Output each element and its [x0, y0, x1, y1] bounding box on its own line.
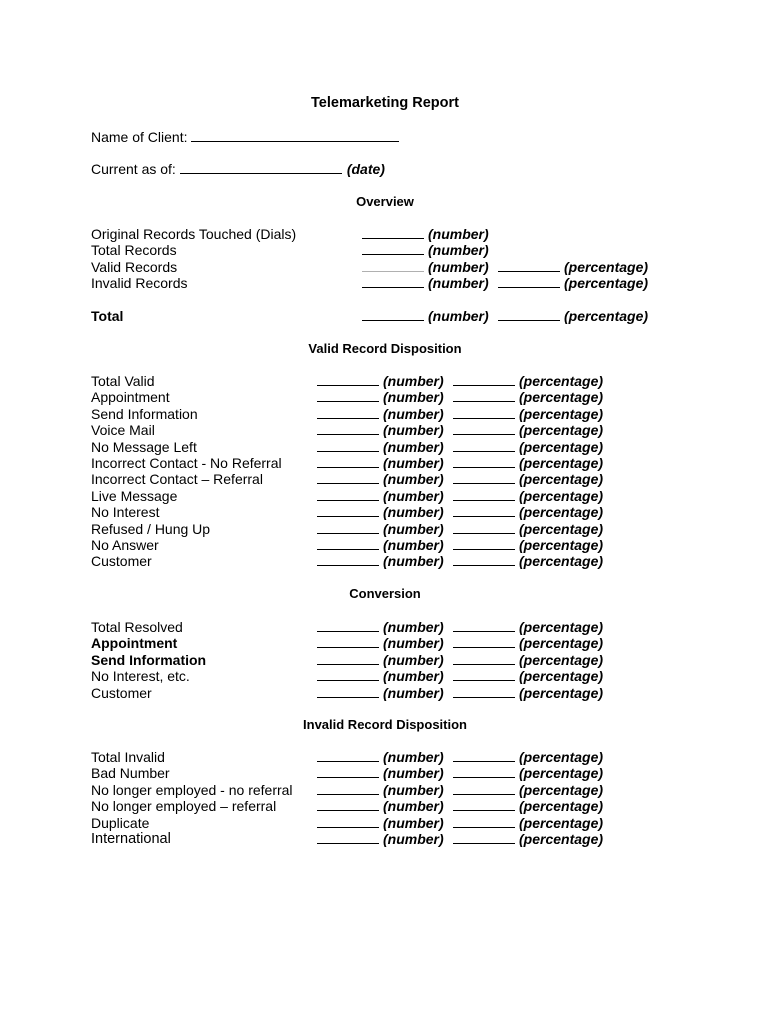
number-unit: (number)	[383, 781, 444, 798]
number-blank[interactable]	[317, 422, 379, 435]
percentage-blank[interactable]	[453, 389, 515, 402]
row-label: Appointment	[91, 635, 178, 652]
number-blank[interactable]	[317, 831, 379, 844]
number-blank[interactable]	[317, 471, 379, 484]
number-unit: (number)	[383, 830, 444, 847]
row-label: Total Resolved	[91, 619, 183, 635]
row-label: No Message Left	[91, 438, 197, 455]
percentage-blank[interactable]	[453, 553, 515, 566]
row-label: Total Valid	[91, 373, 155, 389]
valid-row	[91, 471, 691, 487]
percentage-unit: (percentage)	[519, 651, 604, 668]
number-unit: (number)	[383, 405, 444, 422]
valid-row	[91, 488, 691, 504]
number-cell	[362, 242, 489, 258]
number-blank[interactable]	[362, 308, 424, 321]
valid-row	[91, 455, 691, 471]
row-label: No Answer	[91, 536, 159, 553]
number-cell	[362, 259, 489, 275]
client-name-blank[interactable]	[191, 128, 399, 142]
percentage-unit: (percentage)	[519, 536, 604, 553]
invalid-disposition-heading: Invalid Record Disposition	[303, 717, 467, 732]
overview-row	[91, 275, 691, 291]
number-unit: (number)	[383, 651, 444, 668]
number-blank[interactable]	[317, 685, 379, 698]
row-label: Send Information	[91, 405, 198, 422]
number-cell	[317, 652, 444, 668]
number-unit: (number)	[383, 373, 444, 389]
number-blank[interactable]	[317, 389, 379, 402]
percentage-blank[interactable]	[453, 455, 515, 468]
percentage-blank[interactable]	[498, 259, 560, 272]
number-blank[interactable]	[317, 553, 379, 566]
number-cell	[317, 471, 444, 487]
number-blank[interactable]	[362, 275, 424, 288]
number-unit: (number)	[383, 749, 444, 765]
percentage-unit: (percentage)	[519, 520, 604, 537]
number-unit: (number)	[383, 504, 444, 521]
percentage-unit: (percentage)	[519, 765, 604, 782]
row-label: Voice Mail	[91, 422, 155, 439]
number-blank[interactable]	[362, 226, 424, 239]
number-blank[interactable]	[317, 488, 379, 501]
number-cell	[317, 455, 444, 471]
valid-row	[91, 373, 691, 389]
invalid-row	[91, 749, 691, 765]
number-unit: (number)	[383, 389, 444, 406]
percentage-blank[interactable]	[453, 815, 515, 828]
percentage-cell	[498, 275, 648, 291]
number-cell	[317, 389, 444, 405]
row-label: Original Records Touched (Dials)	[91, 226, 297, 242]
percentage-blank[interactable]	[453, 406, 515, 419]
number-cell	[317, 782, 444, 798]
client-name-label: Name of Client:	[91, 129, 188, 145]
percentage-cell	[453, 488, 603, 504]
percentage-blank[interactable]	[453, 668, 515, 681]
number-blank[interactable]	[317, 652, 379, 665]
percentage-cell	[498, 308, 648, 324]
valid-row	[91, 553, 691, 569]
conversion-row	[91, 635, 691, 651]
percentage-cell	[498, 259, 648, 275]
row-label: Appointment	[91, 389, 170, 406]
percentage-cell	[453, 471, 603, 487]
total-row	[91, 308, 691, 324]
row-label: International	[91, 830, 171, 847]
percentage-unit: (percentage)	[519, 454, 604, 471]
row-label: Incorrect Contact - No Referral	[91, 454, 282, 471]
percentage-unit: (percentage)	[564, 258, 649, 275]
number-unit: (number)	[383, 422, 444, 439]
percentage-cell	[453, 619, 603, 635]
percentage-unit: (percentage)	[519, 635, 604, 652]
overview-total	[91, 308, 691, 324]
conversion-row	[91, 668, 691, 684]
row-label: Incorrect Contact – Referral	[91, 471, 263, 488]
number-cell	[317, 749, 444, 765]
number-unit: (number)	[383, 798, 444, 815]
percentage-blank[interactable]	[453, 537, 515, 550]
number-cell	[317, 439, 444, 455]
number-blank[interactable]	[317, 635, 379, 648]
number-cell	[317, 521, 444, 537]
overview-heading: Overview	[356, 194, 414, 209]
percentage-blank[interactable]	[453, 521, 515, 534]
percentage-cell	[453, 422, 603, 438]
number-unit: (number)	[383, 438, 444, 455]
percentage-cell	[453, 668, 603, 684]
percentage-cell	[453, 537, 603, 553]
conversion-rows	[91, 619, 691, 701]
row-label: Total Invalid	[91, 749, 165, 765]
row-label: No Interest	[91, 504, 160, 521]
number-cell	[317, 488, 444, 504]
valid-row	[91, 504, 691, 520]
number-cell	[317, 668, 444, 684]
number-unit: (number)	[383, 520, 444, 537]
percentage-cell	[453, 815, 603, 831]
percentage-cell	[453, 455, 603, 471]
number-blank[interactable]	[317, 765, 379, 778]
percentage-cell	[453, 765, 603, 781]
percentage-cell	[453, 782, 603, 798]
percentage-cell	[453, 389, 603, 405]
number-cell	[317, 765, 444, 781]
number-blank[interactable]	[317, 749, 379, 762]
number-blank[interactable]	[317, 504, 379, 517]
number-unit: (number)	[383, 635, 444, 652]
number-cell	[317, 373, 444, 389]
percentage-cell	[453, 831, 603, 847]
invalid-row	[91, 798, 691, 814]
percentage-unit: (percentage)	[519, 553, 604, 570]
percentage-cell	[453, 798, 603, 814]
percentage-unit: (percentage)	[519, 830, 604, 847]
percentage-unit: (percentage)	[519, 504, 604, 521]
row-label: Total Records	[91, 242, 177, 259]
number-cell	[317, 619, 444, 635]
number-blank[interactable]	[317, 406, 379, 419]
number-blank[interactable]	[317, 668, 379, 681]
percentage-unit: (percentage)	[519, 814, 604, 831]
total-label: Total	[91, 308, 124, 324]
number-unit: (number)	[383, 536, 444, 553]
number-blank[interactable]	[317, 521, 379, 534]
row-label: Duplicate	[91, 814, 150, 831]
date-blank[interactable]	[180, 160, 342, 174]
valid-row	[91, 521, 691, 537]
number-blank[interactable]	[362, 242, 424, 255]
percentage-blank[interactable]	[453, 798, 515, 811]
percentage-blank[interactable]	[453, 488, 515, 501]
valid-row	[91, 406, 691, 422]
number-cell	[317, 537, 444, 553]
invalid-row	[91, 782, 691, 798]
number-cell	[317, 798, 444, 814]
number-cell	[317, 422, 444, 438]
page-title: Telemarketing Report	[311, 95, 459, 111]
current-as-of-label: Current as of:	[91, 161, 176, 177]
number-blank[interactable]	[317, 619, 379, 632]
invalid-row	[91, 765, 691, 781]
percentage-blank[interactable]	[453, 439, 515, 452]
percentage-blank[interactable]	[498, 308, 560, 321]
percentage-blank[interactable]	[453, 782, 515, 795]
valid-disposition-heading: Valid Record Disposition	[308, 341, 462, 356]
percentage-unit: (percentage)	[564, 275, 649, 292]
overview-row	[91, 226, 691, 242]
conversion-heading: Conversion	[349, 586, 421, 601]
row-label: Invalid Records	[91, 275, 188, 292]
percentage-cell	[453, 652, 603, 668]
valid-row	[91, 389, 691, 405]
row-label: Customer	[91, 684, 152, 701]
conversion-row	[91, 619, 691, 635]
percentage-cell	[453, 504, 603, 520]
percentage-blank[interactable]	[453, 422, 515, 435]
valid-disposition-rows	[91, 373, 691, 570]
number-cell	[362, 275, 489, 291]
row-label: No longer employed – referral	[91, 798, 277, 815]
row-label: No longer employed - no referral	[91, 781, 293, 798]
percentage-unit: (percentage)	[519, 422, 604, 439]
percentage-blank[interactable]	[453, 635, 515, 648]
number-blank[interactable]	[362, 259, 424, 272]
number-cell	[317, 815, 444, 831]
number-unit: (number)	[428, 275, 489, 292]
number-unit: (number)	[383, 668, 444, 685]
percentage-cell	[453, 685, 603, 701]
percentage-unit: (percentage)	[519, 438, 604, 455]
percentage-cell	[453, 553, 603, 569]
number-cell	[317, 406, 444, 422]
number-blank[interactable]	[317, 782, 379, 795]
number-unit: (number)	[383, 471, 444, 488]
percentage-unit: (percentage)	[519, 668, 604, 685]
current-as-of-field	[91, 160, 385, 178]
percentage-cell	[453, 635, 603, 651]
percentage-unit: (percentage)	[519, 471, 604, 488]
overview-rows	[91, 226, 691, 292]
row-label: Send Information	[91, 651, 207, 668]
percentage-cell	[453, 521, 603, 537]
number-blank[interactable]	[317, 455, 379, 468]
invalid-row	[91, 815, 691, 831]
percentage-unit: (percentage)	[519, 373, 604, 389]
number-cell	[317, 831, 444, 847]
number-unit: (number)	[383, 765, 444, 782]
number-unit: (number)	[383, 619, 444, 635]
percentage-unit: (percentage)	[519, 487, 604, 504]
number-cell	[317, 635, 444, 651]
number-blank[interactable]	[317, 798, 379, 811]
number-blank[interactable]	[317, 815, 379, 828]
percentage-cell	[453, 406, 603, 422]
percentage-blank[interactable]	[453, 831, 515, 844]
number-cell	[362, 226, 489, 242]
number-unit: (number)	[383, 684, 444, 701]
overview-row	[91, 259, 691, 275]
conversion-row	[91, 685, 691, 701]
number-blank[interactable]	[317, 373, 379, 386]
percentage-cell	[453, 439, 603, 455]
percentage-unit: (percentage)	[519, 781, 604, 798]
number-unit: (number)	[428, 258, 489, 275]
number-cell	[317, 553, 444, 569]
valid-row	[91, 439, 691, 455]
conversion-row	[91, 652, 691, 668]
percentage-unit: (percentage)	[519, 619, 604, 635]
percentage-cell	[453, 749, 603, 765]
number-cell	[317, 504, 444, 520]
percentage-unit: (percentage)	[519, 684, 604, 701]
overview-row	[91, 242, 691, 258]
row-label: Customer	[91, 553, 152, 570]
percentage-unit: (percentage)	[519, 389, 604, 406]
valid-row	[91, 422, 691, 438]
row-label: Refused / Hung Up	[91, 520, 211, 537]
valid-row	[91, 537, 691, 553]
percentage-blank[interactable]	[498, 275, 560, 288]
number-unit: (number)	[383, 487, 444, 504]
row-label: No Interest, etc.	[91, 668, 190, 685]
percentage-blank[interactable]	[453, 373, 515, 386]
percentage-blank[interactable]	[453, 765, 515, 778]
percentage-blank[interactable]	[453, 504, 515, 517]
percentage-blank[interactable]	[453, 619, 515, 632]
number-unit: (number)	[383, 814, 444, 831]
number-unit: (number)	[428, 308, 489, 324]
percentage-blank[interactable]	[453, 749, 515, 762]
row-label: Bad Number	[91, 765, 170, 782]
number-blank[interactable]	[317, 537, 379, 550]
number-cell	[362, 308, 489, 324]
number-cell	[317, 685, 444, 701]
date-hint: (date)	[346, 161, 385, 177]
percentage-blank[interactable]	[453, 685, 515, 698]
number-unit: (number)	[428, 226, 489, 242]
percentage-blank[interactable]	[453, 652, 515, 665]
percentage-blank[interactable]	[453, 471, 515, 484]
percentage-unit: (percentage)	[519, 405, 604, 422]
client-name-field	[91, 128, 399, 146]
row-label: Valid Records	[91, 258, 178, 275]
percentage-cell	[453, 373, 603, 389]
invalid-disposition-rows	[91, 749, 691, 847]
percentage-unit: (percentage)	[564, 308, 649, 324]
number-unit: (number)	[383, 553, 444, 570]
number-unit: (number)	[428, 242, 489, 259]
percentage-unit: (percentage)	[519, 749, 604, 765]
percentage-unit: (percentage)	[519, 798, 604, 815]
row-label: Live Message	[91, 487, 178, 504]
number-unit: (number)	[383, 454, 444, 471]
number-blank[interactable]	[317, 439, 379, 452]
invalid-row	[91, 831, 691, 847]
